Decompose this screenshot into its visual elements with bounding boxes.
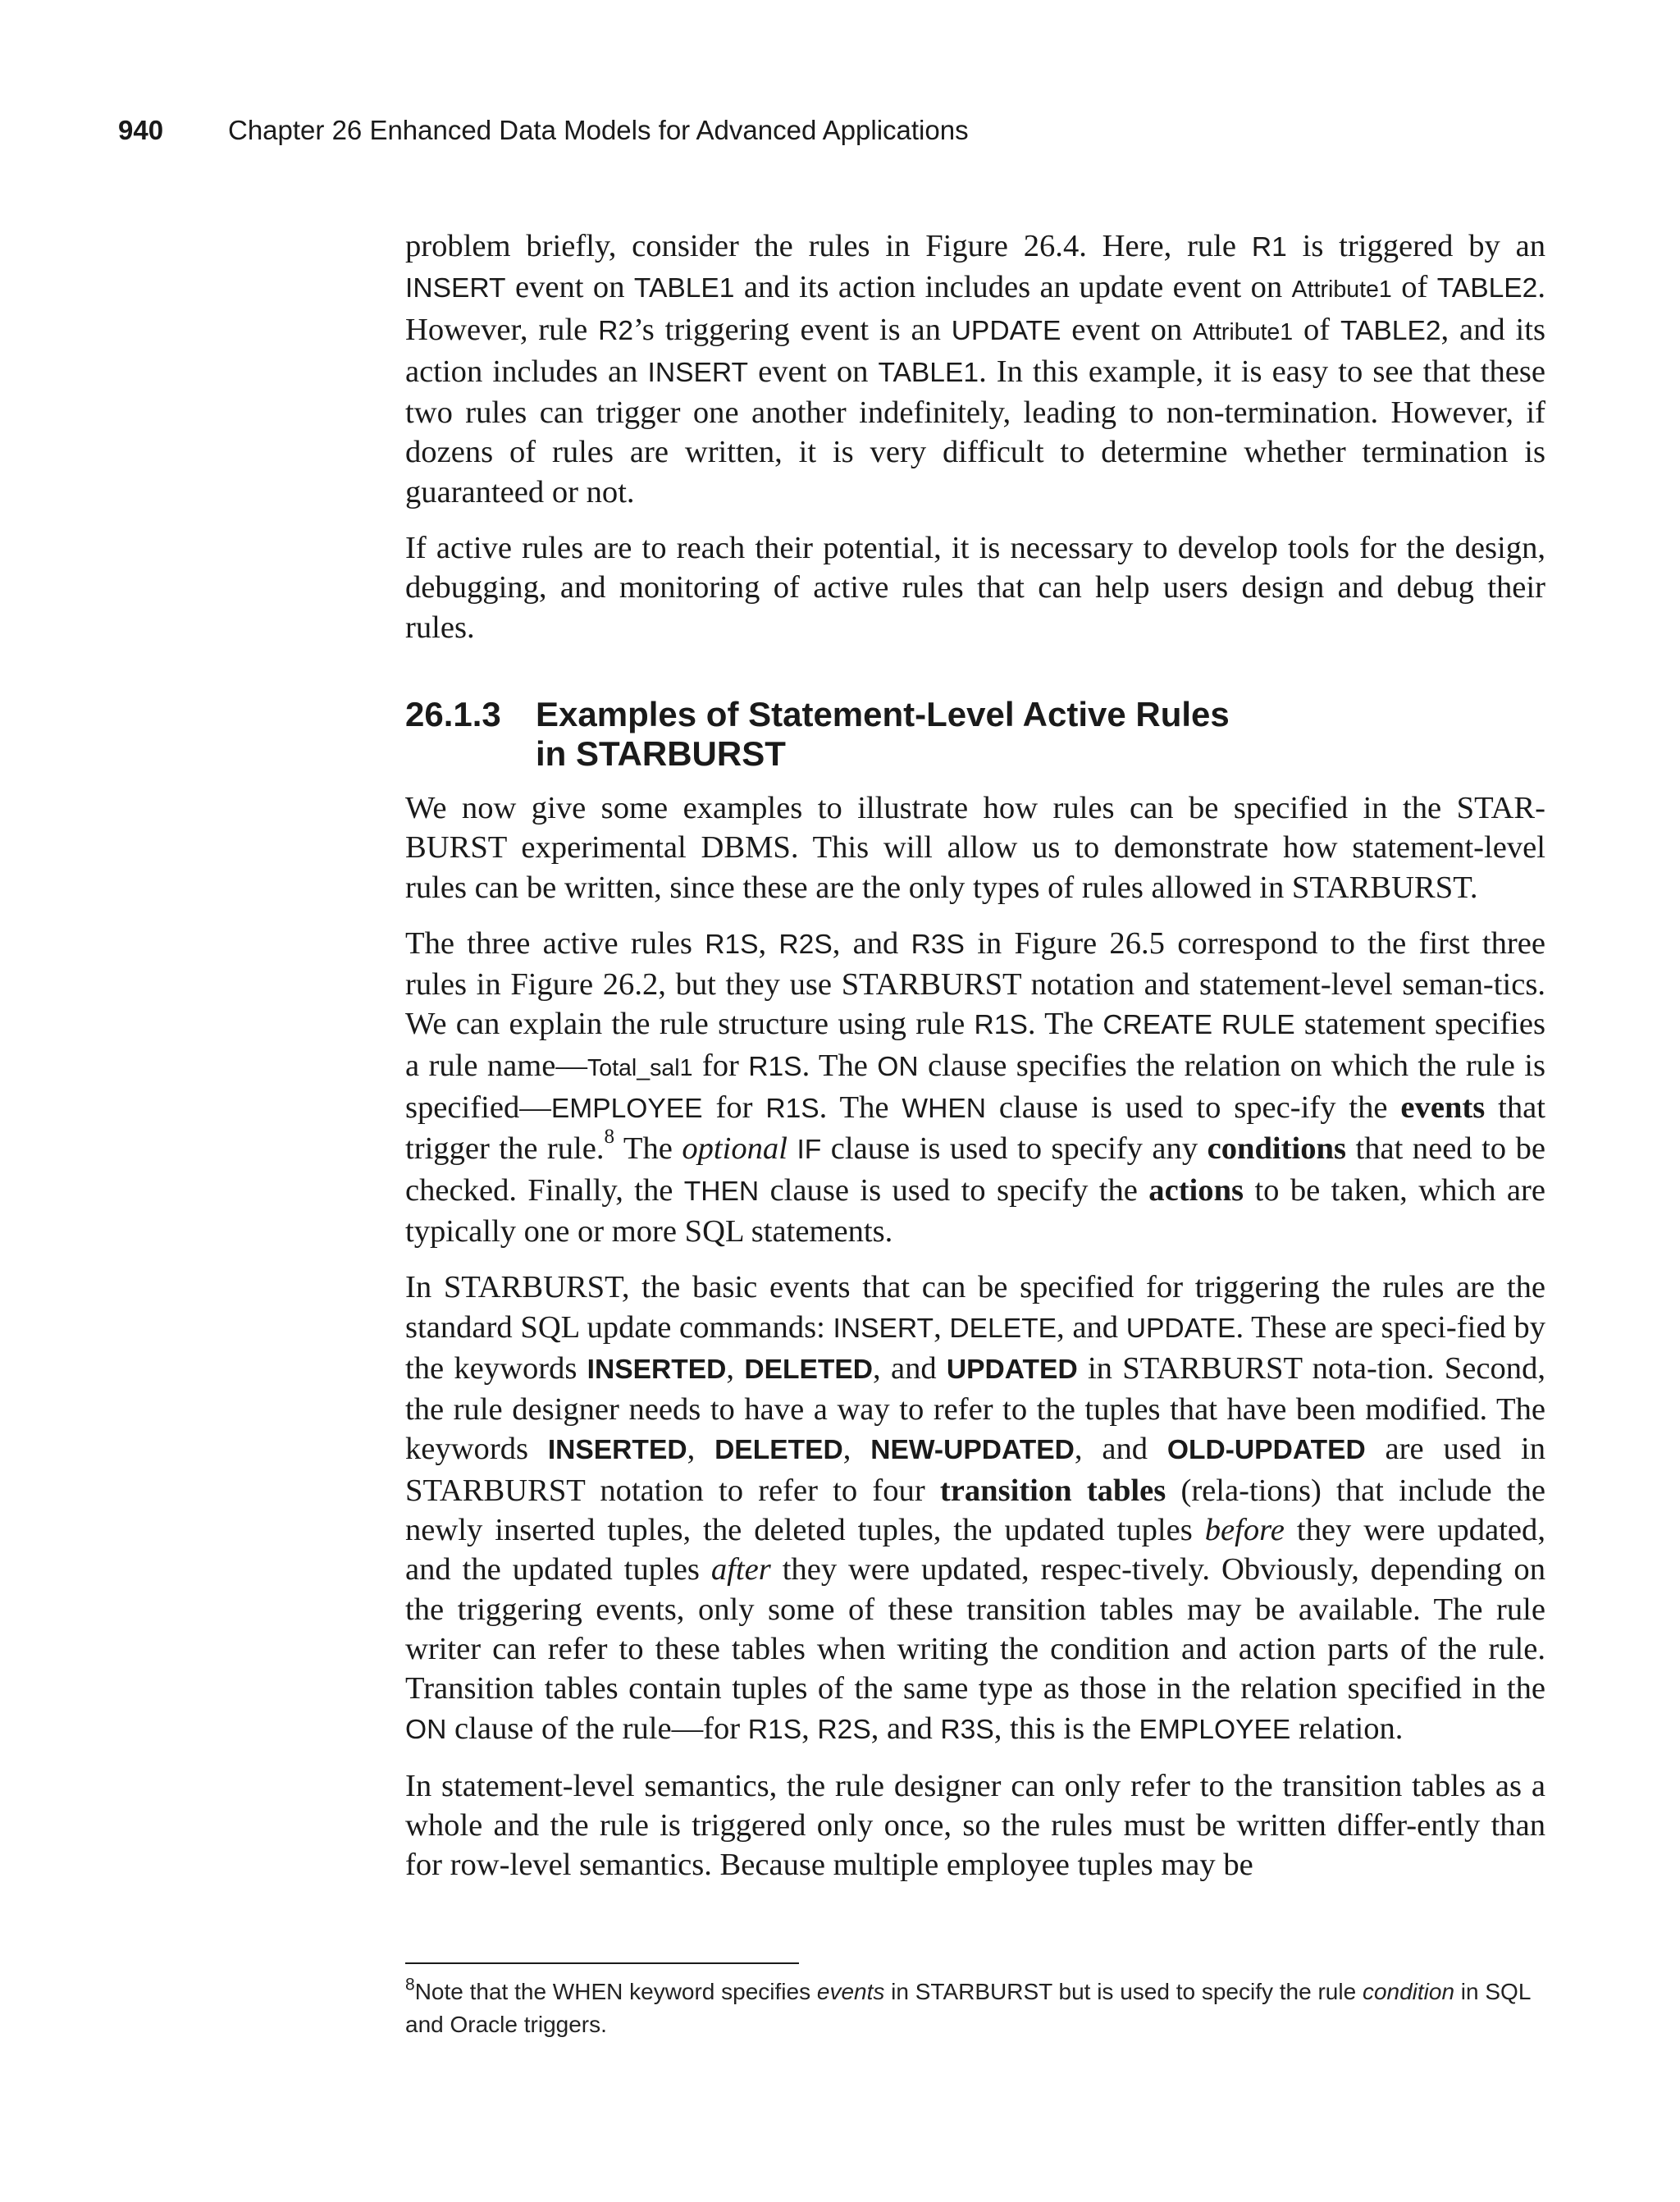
text: in STARBURST nota-tion. Second, the rule designer needs to have a way to refer to the tuples that have been modified. The keywords bbox=[405, 1350, 1546, 1467]
footnote-mark: 8 bbox=[405, 1975, 415, 1994]
text: clause is used to specify the bbox=[759, 1172, 1149, 1208]
text: (rela-tions) that include the newly inserted tuples, the deleted tuples, the updated tuples bbox=[405, 1473, 1545, 1548]
section-title-line-1: Examples of Statement-Level Active Rules bbox=[536, 694, 1230, 733]
code-term: TABLE2 bbox=[1436, 273, 1538, 304]
text: clause specifies the relation on which the rule is specified— bbox=[405, 1048, 1545, 1126]
text: , and bbox=[832, 925, 911, 961]
code-term: INSERT bbox=[647, 357, 749, 388]
body-column bbox=[405, 226, 1545, 1902]
text: for bbox=[702, 1090, 766, 1126]
text: . The bbox=[801, 1048, 878, 1083]
keyword: NEW-UPDATED bbox=[870, 1435, 1075, 1466]
code-term: INSERT bbox=[833, 1313, 934, 1344]
text: in Figure 26.5 correspond to the first three rules in Figure 26.2, but they use STARBURST notation and statement-level seman-tics. We can explain the rule structure using rule bbox=[405, 925, 1545, 1042]
italic-term: optional bbox=[682, 1131, 788, 1167]
text: . The bbox=[1027, 1007, 1103, 1042]
text: event on bbox=[748, 354, 879, 389]
text: in STARBURST but is used to specify the rule bbox=[884, 1979, 1363, 2004]
code-term: Attribute1 bbox=[1291, 276, 1392, 304]
bold-term: transition tables bbox=[939, 1473, 1166, 1508]
text: clause of the rule—for bbox=[446, 1711, 748, 1746]
code-term: IF bbox=[797, 1135, 822, 1166]
italic-term: before bbox=[1204, 1513, 1285, 1548]
code-term: R1S bbox=[705, 929, 759, 960]
code-term: TABLE2 bbox=[1340, 315, 1441, 346]
text: of bbox=[1391, 270, 1437, 305]
code-term: R1S bbox=[748, 1051, 802, 1082]
code-term: ON bbox=[877, 1051, 919, 1082]
italic-term: condition bbox=[1362, 1979, 1455, 2004]
bold-term: conditions bbox=[1207, 1131, 1346, 1167]
section-title-line-2: in STARBURST bbox=[536, 733, 786, 773]
footnote-ref[interactable]: 8 bbox=[604, 1126, 615, 1149]
code-term: THEN bbox=[683, 1176, 760, 1207]
footnote-divider bbox=[405, 1962, 799, 1964]
code-term: R1 bbox=[1251, 232, 1287, 263]
code-term: ON bbox=[405, 1714, 447, 1745]
text: and its action includes an update event on bbox=[734, 270, 1292, 305]
text: , bbox=[758, 925, 779, 961]
code-term: R2 bbox=[598, 315, 634, 346]
code-term: TABLE1 bbox=[878, 357, 979, 388]
paragraph-section-1: We now give some examples to illustrate how rules can be specified in the STAR-BURST experimental DBMS. This will allow us to demonstrate how statement-level rules can be written, since these are the only types of rules allowed in STARBURST. bbox=[405, 790, 1545, 905]
text: . However, rule bbox=[405, 270, 1545, 347]
text: relation. bbox=[1290, 1711, 1404, 1746]
code-term: R2S bbox=[778, 929, 833, 960]
code-term: Total_sal1 bbox=[587, 1054, 693, 1081]
text: In STARBURST, the basic events that can be specified for triggering the rules are the standard SQL update commands: bbox=[405, 1270, 1545, 1345]
text: to be taken, which are typically one or more SQL statements. bbox=[405, 1172, 1545, 1249]
keyword: UPDATED bbox=[946, 1354, 1078, 1385]
text: that trigger the rule. bbox=[405, 1090, 1546, 1167]
paragraph-section-3 bbox=[405, 1268, 1545, 1750]
paragraph-intro-1 bbox=[405, 226, 1545, 512]
section-title bbox=[536, 695, 1230, 774]
text: statement specifies a rule name— bbox=[405, 1007, 1546, 1083]
text: . The bbox=[819, 1090, 902, 1126]
text: in SQL and Oracle triggers. bbox=[405, 1979, 1531, 2037]
text: , this is the bbox=[993, 1711, 1139, 1746]
italic-term: after bbox=[710, 1552, 771, 1588]
code-term: UPDATE bbox=[1125, 1313, 1236, 1344]
text: that need to be checked. Finally, the bbox=[405, 1131, 1545, 1208]
text: is triggered by an bbox=[1286, 229, 1546, 263]
text: ’s triggering event is an bbox=[633, 312, 952, 347]
keyword: DELETED bbox=[744, 1354, 874, 1385]
code-term: R1S bbox=[974, 1010, 1028, 1041]
running-head bbox=[118, 115, 969, 158]
text: The bbox=[614, 1131, 682, 1167]
bold-term: events bbox=[1400, 1090, 1486, 1126]
text: , and its action includes an bbox=[405, 312, 1545, 389]
section-heading bbox=[405, 695, 1545, 774]
paragraph-section-2 bbox=[405, 924, 1545, 1251]
chapter-title: Chapter 26 Enhanced Data Models for Advanced Applications bbox=[228, 115, 969, 145]
bold-term: actions bbox=[1148, 1172, 1244, 1208]
text: . In this example, it is easy to see that these two rules can trigger one another indefinitely, leading to non-termination. However, if dozens of rules are written, it is very difficult to determine whether termination is guaranteed or not. bbox=[405, 354, 1545, 509]
text: , bbox=[726, 1350, 745, 1386]
text: for bbox=[692, 1048, 749, 1083]
text: , bbox=[934, 1309, 950, 1345]
code-term: EMPLOYEE bbox=[1139, 1714, 1291, 1745]
code-term: INSERT bbox=[405, 273, 506, 304]
code-term: TABLE1 bbox=[633, 273, 735, 304]
text: of bbox=[1293, 312, 1340, 347]
text: , and bbox=[1057, 1309, 1126, 1345]
text: , and bbox=[873, 1350, 947, 1386]
code-term: R3S bbox=[911, 929, 965, 960]
code-term: R1S bbox=[747, 1714, 802, 1745]
code-term: DELETE bbox=[949, 1313, 1057, 1344]
keyword: INSERTED bbox=[547, 1435, 687, 1466]
text: , bbox=[842, 1432, 871, 1467]
code-term: WHEN bbox=[902, 1094, 986, 1125]
paragraph-intro-2: If active rules are to reach their potential, it is necessary to develop tools for the design, debugging, and monitoring of active rules that can help users design and debug their rules. bbox=[405, 531, 1545, 645]
text: , and bbox=[870, 1711, 941, 1746]
paragraph-section-4: In statement-level semantics, the rule designer can only refer to the transition tables as a whole and the rule is triggered only once, so the rules must be written differ-ently than for row-level semantics. Because multiple employee tuples may be bbox=[405, 1768, 1545, 1883]
code-term: CREATE RULE bbox=[1102, 1010, 1295, 1041]
keyword: DELETED bbox=[714, 1435, 843, 1466]
text: clause is used to spec-ify the bbox=[985, 1090, 1401, 1126]
text: are used in STARBURST notation to refer to four bbox=[405, 1432, 1545, 1508]
code-term: Attribute1 bbox=[1192, 318, 1294, 345]
section-number: 26.1.3 bbox=[405, 694, 501, 733]
text: Note that the WHEN keyword specifies bbox=[414, 1979, 817, 2004]
text: . These are speci-fied by the keywords bbox=[405, 1309, 1545, 1386]
text bbox=[788, 1131, 797, 1166]
code-term: EMPLOYEE bbox=[550, 1094, 703, 1125]
code-term: R1S bbox=[765, 1094, 819, 1125]
text: , bbox=[801, 1711, 818, 1746]
text: The three active rules bbox=[405, 925, 705, 961]
text: problem briefly, consider the rules in Figure 26.4. Here, rule bbox=[405, 229, 1252, 263]
text: clause is used to specify any bbox=[821, 1131, 1208, 1167]
page-number: 940 bbox=[118, 115, 164, 145]
text: event on bbox=[505, 270, 634, 305]
text: they were updated, and the updated tuples bbox=[405, 1513, 1545, 1588]
keyword: OLD-UPDATED bbox=[1166, 1435, 1366, 1466]
code-term: R3S bbox=[940, 1714, 994, 1745]
text: they were updated, respec-tively. Obviously, depending on the triggering events, only some of these transition tables may be available. The rule writer can refer to these tables when writing the condition and action parts of the rule. Transition tables contain tuples of the same type as those in the relation specified in the bbox=[405, 1552, 1545, 1706]
text: , bbox=[687, 1432, 715, 1467]
keyword: INSERTED bbox=[587, 1354, 727, 1385]
text: event on bbox=[1061, 312, 1193, 347]
italic-term: events bbox=[816, 1979, 885, 2004]
text: , and bbox=[1074, 1432, 1167, 1467]
footnote bbox=[405, 1976, 1545, 2041]
code-term: R2S bbox=[817, 1714, 871, 1745]
code-term: UPDATE bbox=[951, 315, 1061, 346]
